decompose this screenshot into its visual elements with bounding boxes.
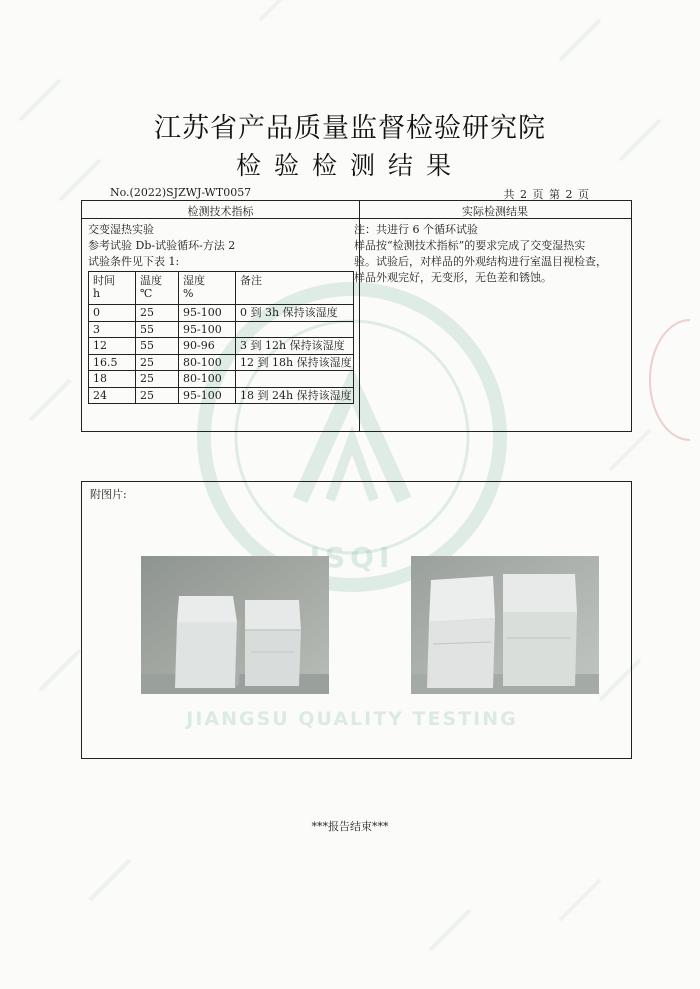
conditions-header-row xyxy=(89,272,354,305)
page-info: 共 2 页 第 2 页 xyxy=(503,188,590,201)
col-time: 时间 h xyxy=(89,272,136,305)
report-number: No.(2022)SJZWJ-WT0057 xyxy=(110,186,252,199)
result-line: 样品按“检测技术指标”的要求完成了交变湿热实 xyxy=(354,239,586,252)
result-line: 验。试验后，对样品的外观结构进行室温目视检查， xyxy=(354,255,607,268)
cell: 12 xyxy=(89,338,136,355)
cell: 12 到 18h 保持该湿度 xyxy=(236,354,354,371)
cell: 25 xyxy=(136,371,179,388)
sample-photo-1 xyxy=(141,556,329,694)
conditions-intro: 试验条件见下表 1: xyxy=(88,255,180,268)
col-remark: 备注 xyxy=(236,272,354,305)
conditions-table xyxy=(88,271,354,404)
test-name: 交变湿热实验 xyxy=(88,223,154,236)
cell xyxy=(236,321,354,338)
table-row xyxy=(89,321,354,338)
table-row xyxy=(89,354,354,371)
cell: 0 到 3h 保持该湿度 xyxy=(236,305,354,322)
col-temperature: 温度 ℃ xyxy=(136,272,179,305)
cell: 95-100 xyxy=(179,305,236,322)
header-technical-index: 检测技术指标 xyxy=(187,205,254,218)
cell: 16.5 xyxy=(89,354,136,371)
report-end-marker: ***报告结束*** xyxy=(311,820,389,833)
result-note: 注：共进行 6 个循环试验 xyxy=(354,223,478,236)
cell: 95-100 xyxy=(179,387,236,404)
cell: 3 到 12h 保持该湿度 xyxy=(236,338,354,355)
cell: 25 xyxy=(136,387,179,404)
reference-test: 参考试验 Db-试验循环-方法 2 xyxy=(88,239,236,252)
institute-title: 江苏省产品质量监督检验研究院 xyxy=(154,113,546,144)
sample-photo-2 xyxy=(411,556,599,694)
cell: 24 xyxy=(89,387,136,404)
cell: 55 xyxy=(136,338,179,355)
cell: 3 xyxy=(89,321,136,338)
col-humidity: 湿度 % xyxy=(179,272,236,305)
cell: 80-100 xyxy=(179,371,236,388)
result-line: 样品外观完好，无变形，无色差和锈蚀。 xyxy=(354,271,552,284)
photos-label: 附图片: xyxy=(90,488,127,501)
cell: 18 xyxy=(89,371,136,388)
table-row xyxy=(89,338,354,355)
document-title: 检验检测结果 xyxy=(235,151,464,180)
watermark-center-text: ISQI xyxy=(309,541,395,574)
table-row xyxy=(89,371,354,388)
cell: 25 xyxy=(136,354,179,371)
table-row xyxy=(89,305,354,322)
technical-index-text xyxy=(88,222,235,270)
results-table xyxy=(81,200,632,432)
cell: 95-100 xyxy=(179,321,236,338)
cell: 18 到 24h 保持该湿度 xyxy=(236,387,354,404)
cell: 25 xyxy=(136,305,179,322)
attached-photos-box xyxy=(81,481,632,759)
cell xyxy=(236,371,354,388)
cell: 90-96 xyxy=(179,338,236,355)
watermark-brand: JIANGSU QUALITY TESTING xyxy=(186,708,518,730)
cell: 80-100 xyxy=(179,354,236,371)
cell: 0 xyxy=(89,305,136,322)
test-result-text xyxy=(354,222,622,286)
header-test-results: 实际检测结果 xyxy=(462,205,528,218)
table-row xyxy=(89,387,354,404)
cell: 55 xyxy=(136,321,179,338)
